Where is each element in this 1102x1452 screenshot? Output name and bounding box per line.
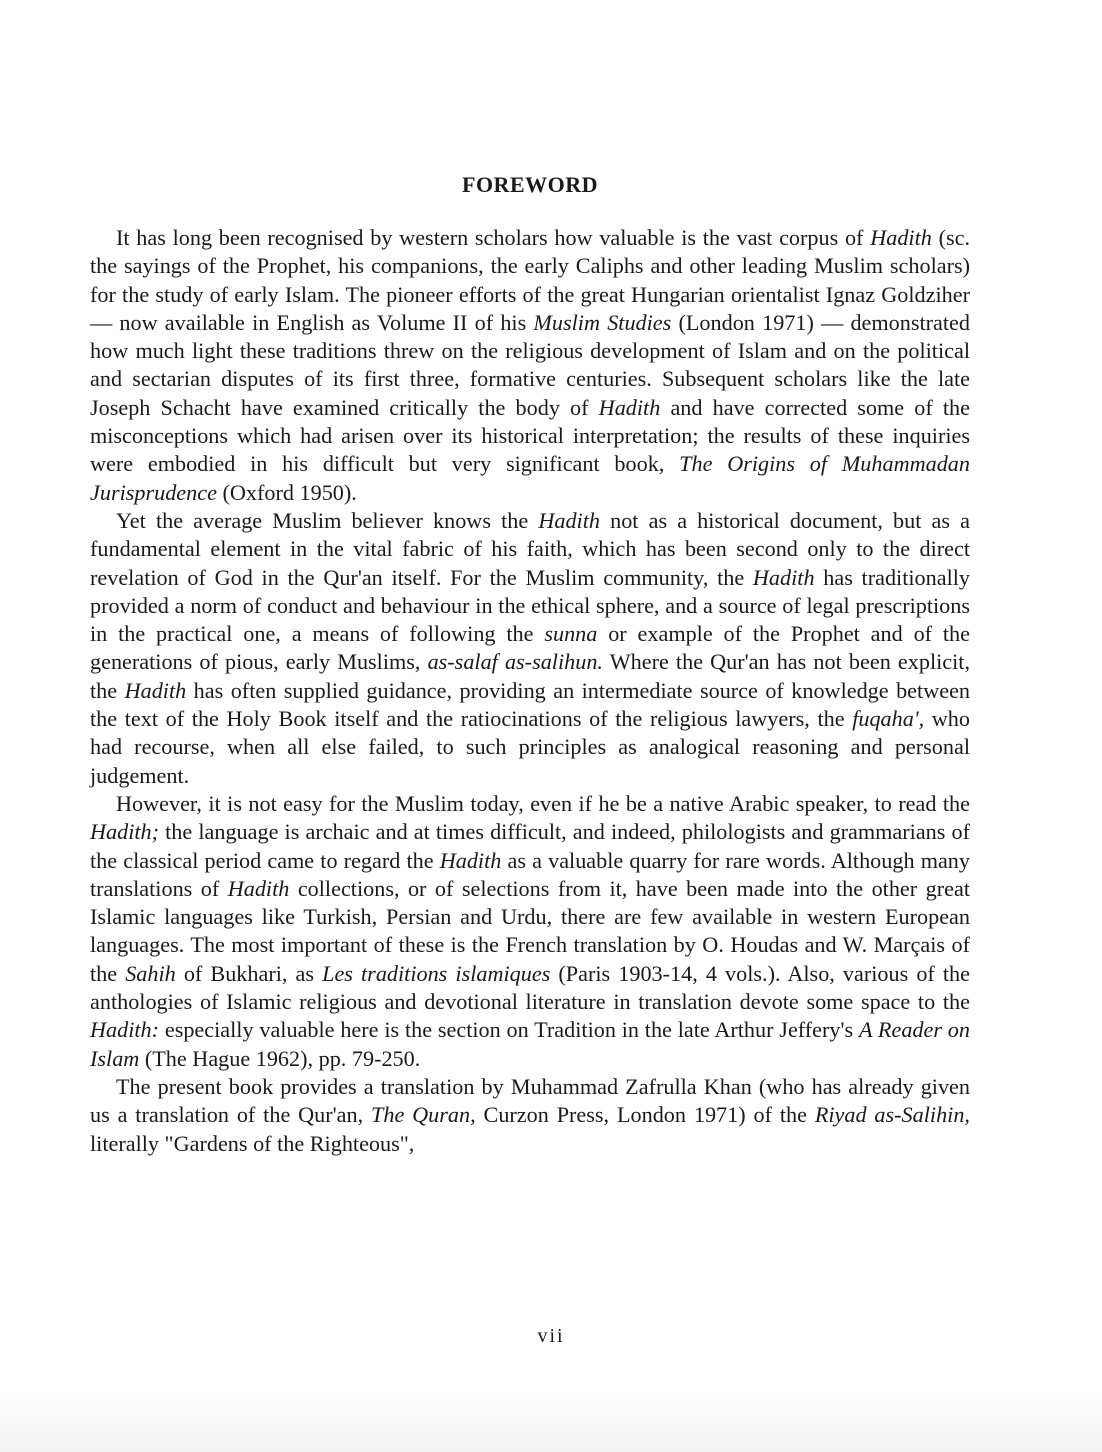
- italic-text: Hadith: [227, 875, 290, 901]
- paragraph: [90, 1073, 970, 1158]
- body-text: has often supplied guidance, providing an intermediate source of knowledge between the text of the Holy Book itself and the ratiocinations of the religious lawyers, the: [90, 677, 971, 732]
- italic-text: Hadith;: [90, 819, 160, 845]
- paragraph: [90, 790, 970, 1073]
- body-text: It has long been recognised by western scholars how valuable is the vast corpus of: [116, 225, 871, 250]
- body-text: (London 1971) — demonstrated how much light these traditions threw on the religious development of Islam and on the political and sectarian disputes of its first three, formative centuries. Subsequent scholars like the late Joseph Schacht have examined critically the body of: [90, 309, 970, 420]
- paragraph: [90, 507, 970, 790]
- body-text: of Bukhari, as: [175, 960, 323, 986]
- italic-text: The Origins of Muhammadan Jurisprudence: [90, 451, 970, 505]
- body-text: Where the Qur'an has not been explicit, the: [90, 649, 970, 703]
- body-text: Yet the average Muslim believer knows the: [116, 507, 539, 533]
- body-text: who had recourse, when all else failed, to such principles as analogical reasoning and personal judgement.: [90, 706, 970, 788]
- page-body: [90, 168, 970, 1158]
- italic-text: A Reader on Islam: [90, 1017, 970, 1071]
- body-text: or example of the Prophet and of the generations of pious, early Muslims,: [90, 621, 971, 675]
- italic-text: sunna: [544, 621, 598, 647]
- body-text: literally "Gardens of the Righteous",: [90, 1130, 415, 1156]
- italic-text: Muslim Studies: [533, 309, 672, 335]
- body-text: The present book provides a translation by Muhammad Zafrulla Khan (who has already given us a translation of the Qur'an,: [90, 1073, 970, 1128]
- body-text: However, it is not easy for the Muslim today, even if he be a native Arabic speaker, to read the: [116, 790, 970, 816]
- body-text: the language is archaic and at times difficult, and indeed, philologists and grammarians of the classical period came to regard the: [90, 819, 970, 873]
- italic-text: Hadith: [752, 564, 815, 590]
- italic-text: Hadith: [538, 507, 600, 533]
- italic-text: The Quran,: [371, 1102, 476, 1128]
- italic-text: Hadith:: [90, 1017, 160, 1043]
- body-text: Curzon Press, London 1971) of the: [475, 1102, 815, 1128]
- foreword-text: [90, 224, 970, 1158]
- body-text: has traditionally provided a norm of conduct and behaviour in the ethical sphere, and a source of legal prescriptions in the practical one, a means of following the: [90, 564, 970, 647]
- scan-shadow: [0, 1392, 1102, 1452]
- body-text: (Paris 1903-14, 4 vols.). Also, various of the anthologies of Islamic religious and devotional literature in translation devote some space to the: [90, 960, 971, 1015]
- italic-text: Les traditions islamiques: [322, 960, 551, 986]
- italic-text: as-salaf as-salihun.: [427, 649, 603, 675]
- body-text: as a valuable quarry for rare words. Although many translations of: [90, 847, 970, 901]
- body-text: (The Hague 1962), pp. 79-250.: [139, 1045, 421, 1071]
- body-text: collections, or of selections from it, have been made into the other great Islamic languages like Turkish, Persian and Urdu, there are few available in western European languages. The most important of these is the French translation by O. Houdas and W. Marçais of the: [90, 875, 970, 986]
- italic-text: Hadith: [598, 394, 661, 420]
- italic-text: Riyad as-Salihin,: [814, 1102, 970, 1128]
- paragraph: [90, 224, 970, 507]
- page-number: vii: [537, 1325, 565, 1347]
- page-title: FOREWORD: [462, 172, 598, 197]
- body-text: not as a historical document, but as a fundamental element in the vital fabric of his faith, which has been second only to the direct revelation of God in the Qur'an itself. For the Muslim community, the: [90, 507, 970, 590]
- body-text: especially valuable here is the section on Tradition in the late Arthur Jeffery's: [159, 1017, 859, 1043]
- italic-text: Sahih: [125, 960, 176, 986]
- body-text: (Oxford 1950).: [216, 479, 357, 505]
- italic-text: Hadith: [124, 677, 187, 703]
- italic-text: Hadith: [439, 847, 502, 873]
- body-text: (sc. the sayings of the Prophet, his companions, the early Caliphs and other leading Muslim scholars) for the study of early Islam. The pioneer efforts of the great Hungarian orientalist Ignaz Goldziher — now available in English as Volume II of his: [90, 225, 971, 335]
- body-text: and have corrected some of the misconceptions which had arisen over its historical interpretation; the results of these inquiries were embodied in his difficult but very significant book,: [90, 394, 970, 477]
- italic-text: Hadith: [870, 225, 932, 250]
- italic-text: fuqaha',: [852, 706, 925, 732]
